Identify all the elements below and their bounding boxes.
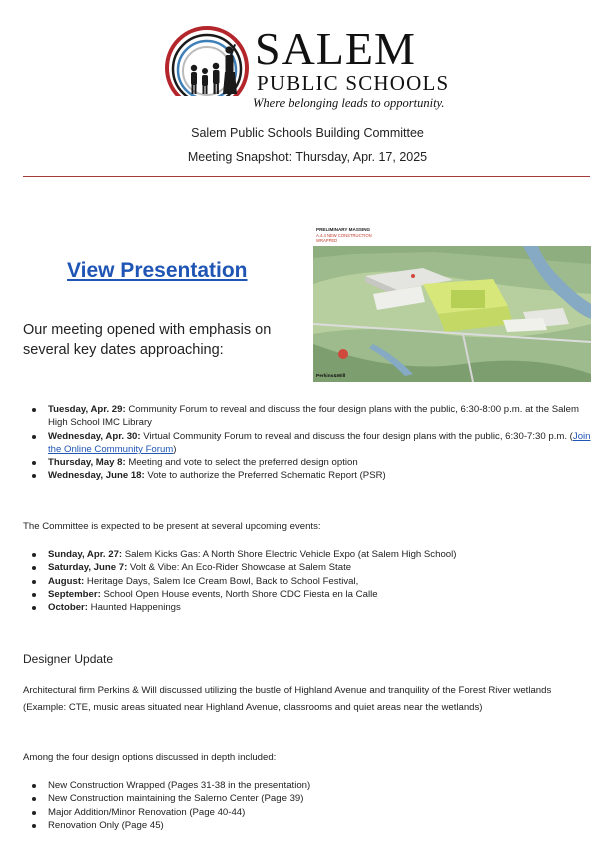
bullet-icon: [32, 784, 36, 788]
key-dates-list: [23, 403, 595, 483]
item-text: School Open House events, North Shore CDC Fiesta en la Calle: [100, 588, 378, 600]
committee-title: Salem Public Schools Building Committee: [191, 126, 424, 140]
preliminary-massing-image[interactable]: [313, 224, 591, 382]
item-date: Thursday, May 8:: [48, 457, 126, 469]
image-brand: Perkins&Will: [316, 374, 346, 379]
item-date: Saturday, June 7:: [48, 562, 128, 574]
list-item: [23, 469, 595, 482]
family-emblem-icon: [165, 26, 255, 112]
item-text: New Construction Wrapped (Pages 31-38 in the presentation): [48, 780, 311, 791]
bullet-icon: [32, 566, 36, 570]
header-divider: [23, 176, 590, 177]
site-plan-rendering: [313, 224, 591, 382]
salem-logo: [165, 23, 455, 112]
item-date: October:: [48, 602, 88, 614]
logo-subtitle: PUBLIC SCHOOLS: [257, 71, 450, 95]
item-text: Haunted Happenings: [87, 602, 181, 614]
design-options-list: [23, 779, 595, 832]
list-item: [23, 430, 595, 457]
list-item: [23, 561, 595, 574]
item-text: Renovation Only (Page 45): [48, 819, 164, 831]
list-item: [23, 548, 595, 561]
bullet-icon: [32, 580, 36, 584]
list-item: [23, 575, 595, 588]
item-text: Salem Kicks Gas: A North Shore Electric Vehicle Expo (at Salem High School): [122, 549, 457, 560]
bullet-icon: [32, 824, 36, 828]
list-item: [23, 819, 595, 832]
list-item: [23, 456, 595, 469]
list-item: [23, 588, 595, 601]
item-text: Vote to authorize the Preferred Schematic Report (PSR): [144, 470, 386, 482]
bullet-icon: [32, 461, 36, 465]
meeting-snapshot-title: Meeting Snapshot: Thursday, Apr. 17, 2025: [187, 150, 428, 164]
events-intro: The Committee is expected to be present at several upcoming events:: [23, 521, 321, 532]
item-text: New Construction maintaining the Salerno Center (Page 39): [48, 793, 304, 805]
item-date: September:: [48, 588, 101, 600]
item-text: ): [173, 443, 177, 455]
bullet-icon: [32, 811, 36, 815]
bullet-icon: [32, 474, 36, 478]
view-presentation-link[interactable]: View Presentation: [67, 259, 248, 282]
list-item: [23, 403, 595, 430]
bullet-icon: [32, 553, 36, 557]
image-caption-subtitle: A.4.4 NEW CONSTRUCTION WRAPPED: [316, 233, 372, 243]
item-date: Wednesday, Apr. 30:: [48, 430, 141, 442]
item-text: Meeting and vote to select the preferred design option: [125, 457, 358, 469]
item-date: Sunday, Apr. 27:: [48, 549, 123, 560]
bullet-icon: [32, 606, 36, 610]
item-date: August:: [48, 575, 85, 587]
logo-title: SALEM: [255, 23, 416, 74]
intro-text: Our meeting opened with emphasis on several key dates approaching:: [23, 322, 272, 358]
item-date: Tuesday, Apr. 29:: [48, 404, 126, 415]
image-caption-title: PRELIMINARY MASSING: [316, 227, 371, 232]
item-text: Major Addition/Minor Renovation (Page 40-44): [48, 806, 246, 818]
list-item: [23, 792, 595, 805]
bullet-icon: [32, 435, 36, 439]
bullet-icon: [32, 797, 36, 801]
item-text: Community Forum to reveal and discuss the four design plans with the public, 6:30-8:00 p.m. at the Salem High School IMC Library: [48, 404, 579, 429]
bullet-icon: [32, 408, 36, 412]
item-text: Heritage Days, Salem Ice Cream Bowl, Back to School Festival,: [84, 575, 359, 587]
item-text: Virtual Community Forum to reveal and discuss the four design plans with the public, 6:30-7:30 p.m. (: [140, 430, 573, 442]
events-list: [23, 548, 595, 614]
bullet-icon: [32, 593, 36, 597]
item-date: Wednesday, June 18:: [48, 470, 145, 482]
online-forum-link[interactable]: Join the Online Community Forum: [48, 430, 591, 455]
list-item: [23, 806, 595, 819]
logo-tagline: Where belonging leads to opportunity.: [253, 96, 445, 110]
designer-update-body: Architectural firm Perkins & Will discussed utilizing the bustle of Highland Avenue and tranquility of the Forest River wetlands (Example: CTE, music areas situated near Highland Avenue, classrooms and quiet areas near the wetlands): [23, 685, 552, 713]
item-text: Volt & Vibe: An Eco-Rider Showcase at Salem State: [127, 562, 352, 574]
design-options-intro: Among the four design options discussed in depth included:: [23, 752, 277, 763]
list-item: [23, 601, 595, 614]
designer-update-heading: Designer Update: [23, 652, 114, 666]
list-item: [23, 779, 595, 792]
